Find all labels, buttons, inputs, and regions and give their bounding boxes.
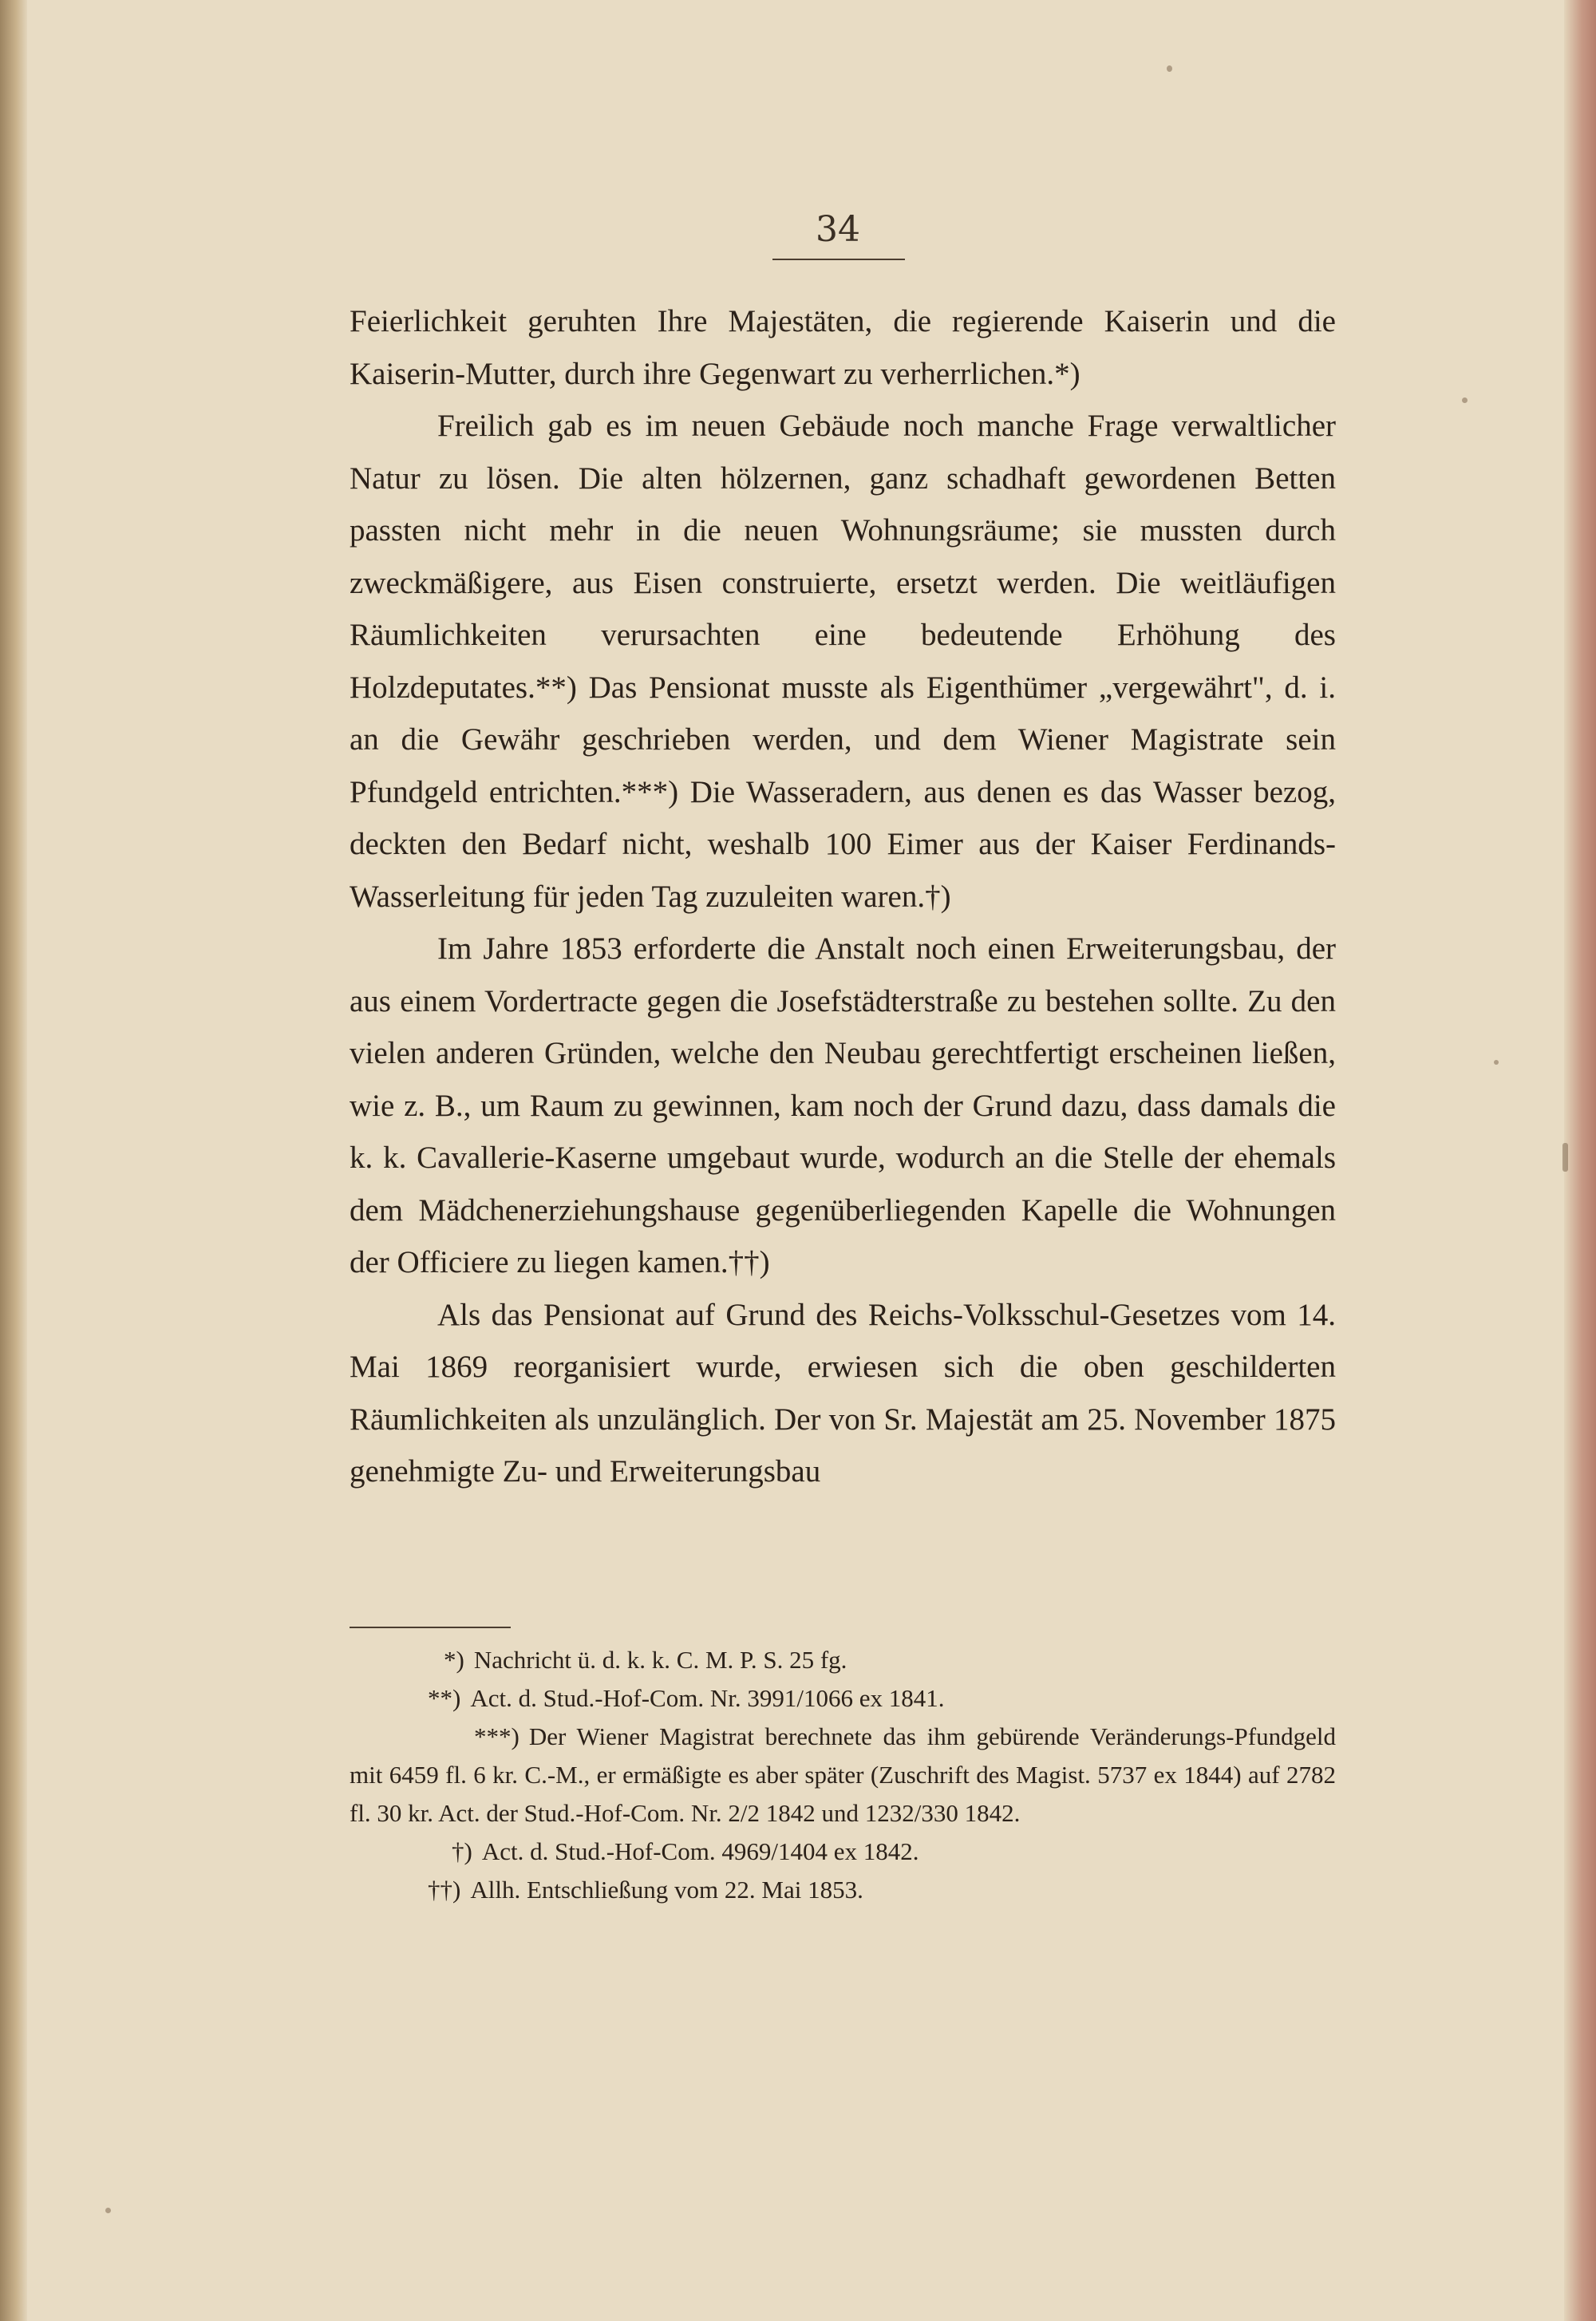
page-number: 34 bbox=[816, 209, 860, 250]
body-text bbox=[350, 295, 1336, 1498]
page-gutter bbox=[0, 0, 27, 2321]
footnote-text: Der Wiener Magistrat berechnete das ihm gebürende Veränderungs-Pfundgeld mit 6459 fl. 6 kr. C.-M., er ermäßigte es aber später (Zuschrift des Magist. 5737 ex 1844) auf 2782 fl. 30 kr. Act. der Stud.-Hof-Com. Nr. 2/2 1842 und 1232/330 1842. bbox=[350, 1722, 1336, 1827]
header-rule bbox=[772, 259, 905, 260]
paragraph: Feierlichkeit geruhten Ihre Majestäten, die regierende Kaiserin und die Kaiserin-Mutter, durch ihre Gegenwart zu verherrlichen.*) bbox=[350, 304, 1336, 391]
paper-speck bbox=[105, 2208, 111, 2213]
paper-speck bbox=[1167, 65, 1172, 72]
paper-speck bbox=[1494, 1060, 1499, 1065]
footnote bbox=[350, 1718, 1336, 1833]
footnote bbox=[350, 1679, 1336, 1718]
footnote-mark: *) bbox=[444, 1646, 464, 1674]
footnote-mark: ††) bbox=[428, 1876, 461, 1904]
footnote-mark: †) bbox=[452, 1837, 472, 1865]
paragraph: Als das Pensionat auf Grund des Reichs-Volksschul-Gesetzes vom 14. Mai 1869 reorganisiert wurde, erwiesen sich die oben geschilderten Räumlichkeiten als unzulänglich. Der von Sr. Majestät am 25. November 1875 genehmigte Zu- und Erweiterungsbau bbox=[350, 1297, 1336, 1489]
footnote bbox=[350, 1871, 1336, 1909]
footnote bbox=[350, 1641, 1336, 1679]
paper-speck bbox=[1462, 397, 1468, 403]
footnote-text: Nachricht ü. d. k. k. C. M. P. S. 25 fg. bbox=[473, 1646, 847, 1674]
footnote-text: Allh. Entschließung vom 22. Mai 1853. bbox=[470, 1876, 863, 1904]
footnote-text: Act. d. Stud.-Hof-Com. Nr. 3991/1066 ex 1841. bbox=[470, 1684, 945, 1712]
paragraph: Freilich gab es im neuen Gebäude noch manche Frage verwaltlicher Natur zu lösen. Die alten hölzernen, ganz schadhaft gewordenen Betten passten nicht mehr in die neuen Wohnungsräume; sie mussten durch zweckmäßigere, aus Eisen construierte, ersetzt werden. Die weitläufigen Räumlichkeiten verursachten eine bedeutende Erhöhung des Holzdeputates.**) Das Pensionat musste als Eigenthümer „vergewährt", d. i. an die Gewähr geschrieben werden, und dem Wiener Magistrate sein Pfundgeld entrichten.***) Die Wasseradern, aus denen es das Wasser bezog, deckten den Bedarf nicht, weshalb 100 Eimer aus der Kaiser Ferdinands-Wasserleitung für jeden Tag zuzuleiten waren.†) bbox=[350, 409, 1336, 914]
footnote-mark: **) bbox=[428, 1684, 461, 1712]
footnote-text: Act. d. Stud.-Hof-Com. 4969/1404 ex 1842. bbox=[481, 1837, 919, 1865]
footnote-mark: ***) bbox=[474, 1722, 519, 1750]
paragraph: Im Jahre 1853 erforderte die Anstalt noch einen Erweiterungsbau, der aus einem Vordertracte gegen die Josefstädterstraße zu bestehen sollte. Zu den vielen anderen Gründen, welche den Neubau gerechtfertigt erscheinen ließen, wie z. B., um Raum zu gewinnen, kam noch der Grund dazu, dass damals die k. k. Cavallerie-Kaserne umgebaut wurde, wodurch an die Stelle der ehemals dem Mädchenerziehungshause gegenüberliegenden Kapelle die Wohnungen der Officiere zu liegen kamen.††) bbox=[350, 931, 1336, 1279]
footnote-rule bbox=[350, 1627, 511, 1628]
footnote bbox=[350, 1833, 1336, 1871]
page-edge bbox=[1564, 0, 1596, 2321]
paper-speck bbox=[1562, 1143, 1568, 1172]
footnotes bbox=[350, 1641, 1336, 1909]
